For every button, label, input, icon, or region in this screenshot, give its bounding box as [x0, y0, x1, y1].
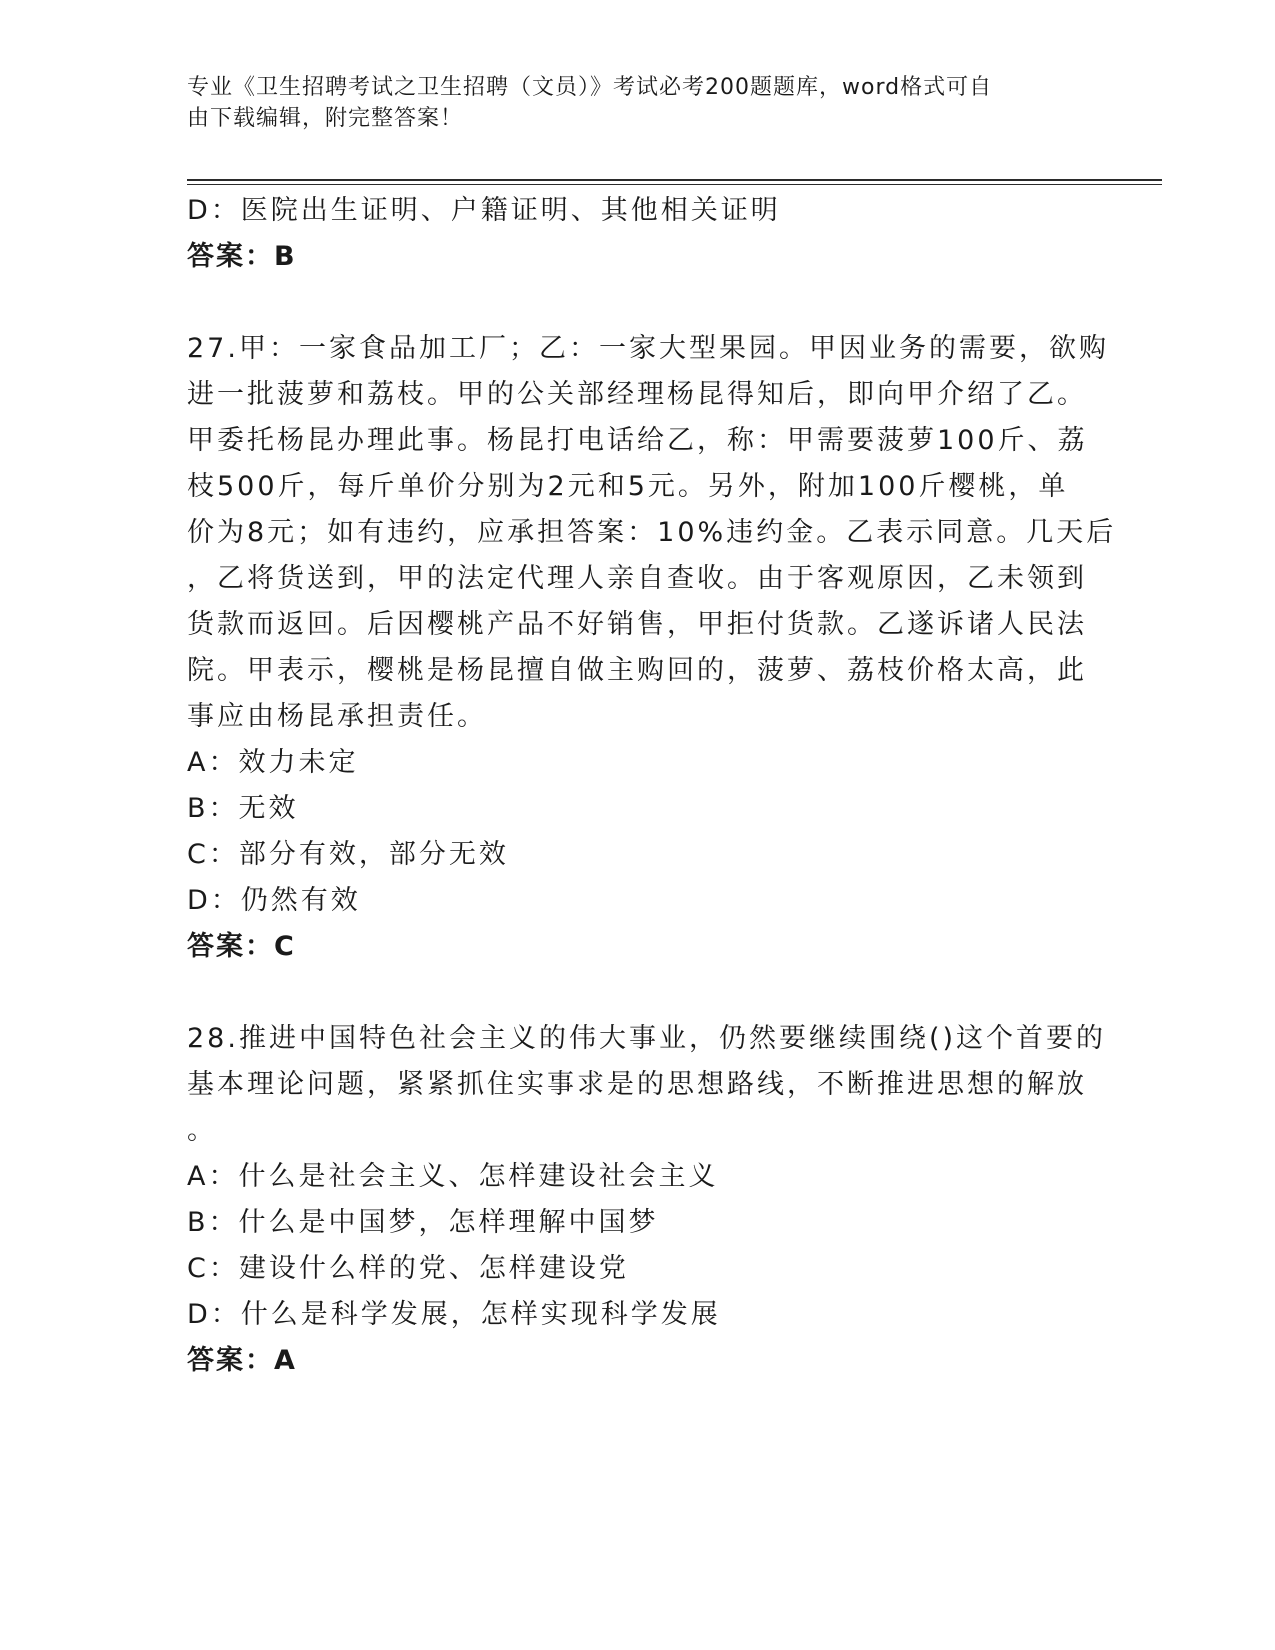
question-stem-line: 货款而返回。后因樱桃产品不好销售，甲拒付货款。乙遂诉诸人民法: [187, 609, 1087, 640]
question-stem-line: 进一批菠萝和荔枝。甲的公关部经理杨昆得知后，即向甲介绍了乙。: [187, 379, 1087, 410]
question-stem-line: 院。甲表示，樱桃是杨昆擅自做主购回的，菠萝、荔枝价格太高，此: [187, 655, 1087, 686]
answer-line: 答案：C: [187, 931, 296, 962]
header-divider-thin: [187, 184, 1162, 185]
question-stem-line: ，乙将货送到，甲的法定代理人亲自查收。由于客观原因，乙未领到: [187, 563, 1087, 594]
header-line-1: 专业《卫生招聘考试之卫生招聘（文员）》考试必考200题题库，word格式可自: [187, 75, 993, 100]
spacer: [187, 280, 1087, 326]
document-header: [187, 72, 1067, 134]
question-stem-line: 甲委托杨昆办理此事。杨昆打电话给乙，称：甲需要菠萝100斤、荔: [187, 425, 1088, 456]
option-b: B：什么是中国梦，怎样理解中国梦: [187, 1207, 659, 1238]
answer-line: 答案：B: [187, 241, 297, 272]
question-stem-line: 枝500斤，每斤单价分别为2元和5元。另外，附加100斤樱桃，单: [187, 471, 1069, 502]
question-28: [187, 1016, 1107, 1384]
option-d: D：什么是科学发展，怎样实现科学发展: [187, 1299, 721, 1330]
option-c: C：建设什么样的党、怎样建设党: [187, 1253, 629, 1284]
header-divider-thick: [187, 179, 1162, 181]
question-stem-line: 事应由杨昆承担责任。: [187, 701, 487, 732]
question-stem-line: 价为8元；如有违约，应承担答案：10%违约金。乙表示同意。几天后: [187, 517, 1117, 548]
option-d: D：医院出生证明、户籍证明、其他相关证明: [187, 195, 781, 226]
option-a: A：效力未定: [187, 747, 359, 778]
document-body: [187, 188, 1117, 1384]
spacer: [187, 970, 1087, 1016]
question-stem-line: 。: [187, 1115, 217, 1146]
question-stem-line: 基本理论问题，紧紧抓住实事求是的思想路线，不断推进思想的解放: [187, 1069, 1087, 1100]
option-c: C：部分有效，部分无效: [187, 839, 509, 870]
option-b: B：无效: [187, 793, 299, 824]
option-d: D：仍然有效: [187, 885, 361, 916]
answer-line: 答案：A: [187, 1345, 297, 1376]
header-line-2: 由下载编辑，附完整答案！: [187, 106, 464, 131]
question-stem-line: 28.推进中国特色社会主义的伟大事业，仍然要继续围绕()这个首要的: [187, 1023, 1107, 1054]
question-stem-line: 27.甲：一家食品加工厂；乙：一家大型果园。甲因业务的需要，欲购: [187, 333, 1109, 364]
option-a: A：什么是社会主义、怎样建设社会主义: [187, 1161, 719, 1192]
question-27: [187, 326, 1117, 970]
previous-question-tail: [187, 188, 1087, 280]
